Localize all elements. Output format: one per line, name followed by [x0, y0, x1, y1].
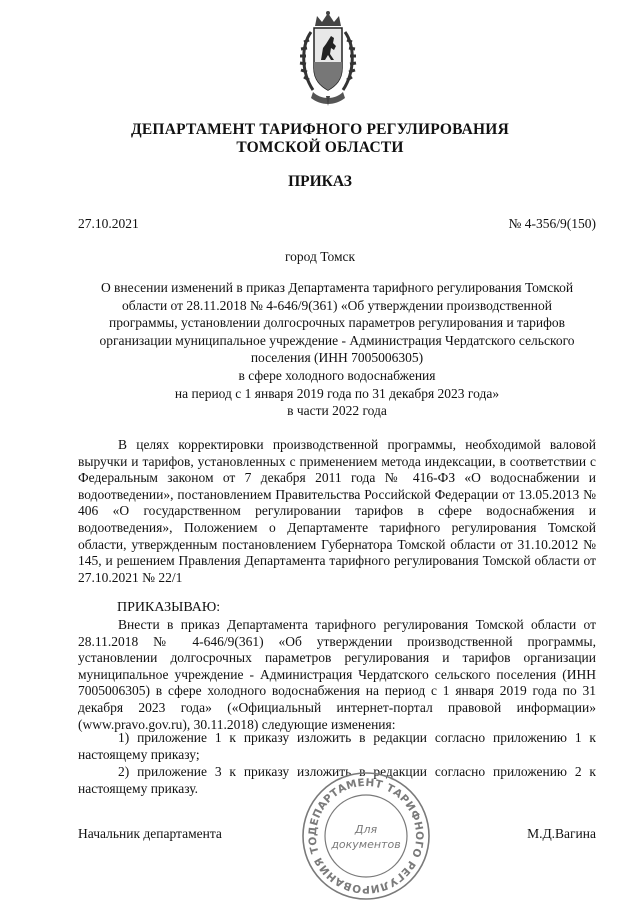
subject-line: О внесении изменений в приказ Департамента тарифного регулирования Томской — [100, 280, 574, 295]
order-word: ПРИКАЗЫВАЮ: — [117, 600, 221, 615]
subject-line: поселения (ИНН 7005006305) — [250, 350, 424, 366]
subject-line: организации муниципальное учреждение - Администрация Чердатского сельского — [99, 332, 575, 348]
preamble-paragraph: В целях корректировки производственной программы, необходимой валовой выручки и тарифов, установленных с применением метода индексации, в соответствии с Федеральным законом от 7 декабря 2011 года № 416-ФЗ «О водоснабжении и водоотведении», постановлением Правительства Российской Федерации от 13.05.2013 № 406 «О государственном регулировании тарифов в сфере водоснабжения и водоотведения», Положением о Департаменте тарифного регулирования Томской области, утвержденным постановлением Губернатора Томской области от 31.10.2012 № 145, и решением Правления Департамента тарифного регулирования Томской области от 27.10.2021 № 22/1 — [78, 437, 596, 585]
stamp-center-line2: документов — [331, 838, 401, 851]
signatory-title: Начальник департамента — [78, 826, 222, 841]
stamp-center-line1: Для — [354, 823, 378, 836]
subject-line: программы, установлении долгосрочных параметров регулирования и тарифов — [109, 315, 565, 331]
document-city: город Томск — [284, 249, 356, 264]
organization-name-line2: ТОМСКОЙ ОБЛАСТИ — [236, 139, 404, 156]
official-stamp — [300, 770, 432, 902]
subject-line: на период с 1 января 2019 года по 31 декабря 2023 года» — [174, 385, 500, 401]
organization-name-line1: ДЕПАРТАМЕНТ ТАРИФНОГО РЕГУЛИРОВАНИЯ — [131, 121, 509, 138]
coat-of-arms-icon — [293, 10, 363, 110]
order-item-main: Внести в приказ Департамента тарифного регулирования Томской области от 28.11.2018 № 4-646/9(361) «Об утверждении производственной программы, установлении долгосрочных параметров регулирования и тарифов организации муниципальное учреждение - Администрация Чердатского сельского поселения (ИНН 7005006305) в сфере холодного водоснабжения на период с 1 января 2019 года по 31 декабря 2023 года» («Официальный интернет-портал правовой информации» (www.pravo.gov.ru), 30.11.2018) следующие изменения: — [78, 617, 596, 732]
document-number: № 4-356/9(150) — [508, 216, 596, 231]
subject-line: в сфере холодного водоснабжения — [238, 367, 436, 383]
signatory-name: М.Д.Вагина — [527, 826, 596, 841]
document-type: ПРИКАЗ — [288, 173, 352, 190]
order-item-1: 1) приложение 1 к приказу изложить в редакции согласно приложению 1 к настоящему приказу; — [78, 730, 596, 762]
order-item-2: 2) приложение 3 к приказу изложить в редакции согласно приложению 2 к настоящему приказу. — [78, 764, 596, 796]
subject-line: в части 2022 года — [287, 403, 387, 419]
stamp-ring-text: ДЕПАРТАМЕНТ ТАРИФНОГО РЕГУЛИРОВАНИЯ ТО — [306, 776, 426, 896]
subject-line: области от 28.11.2018 № 4-646/9(361) «Об утверждении производственной — [122, 297, 552, 313]
document-date: 27.10.2021 — [78, 216, 139, 231]
document-subject — [78, 279, 596, 420]
